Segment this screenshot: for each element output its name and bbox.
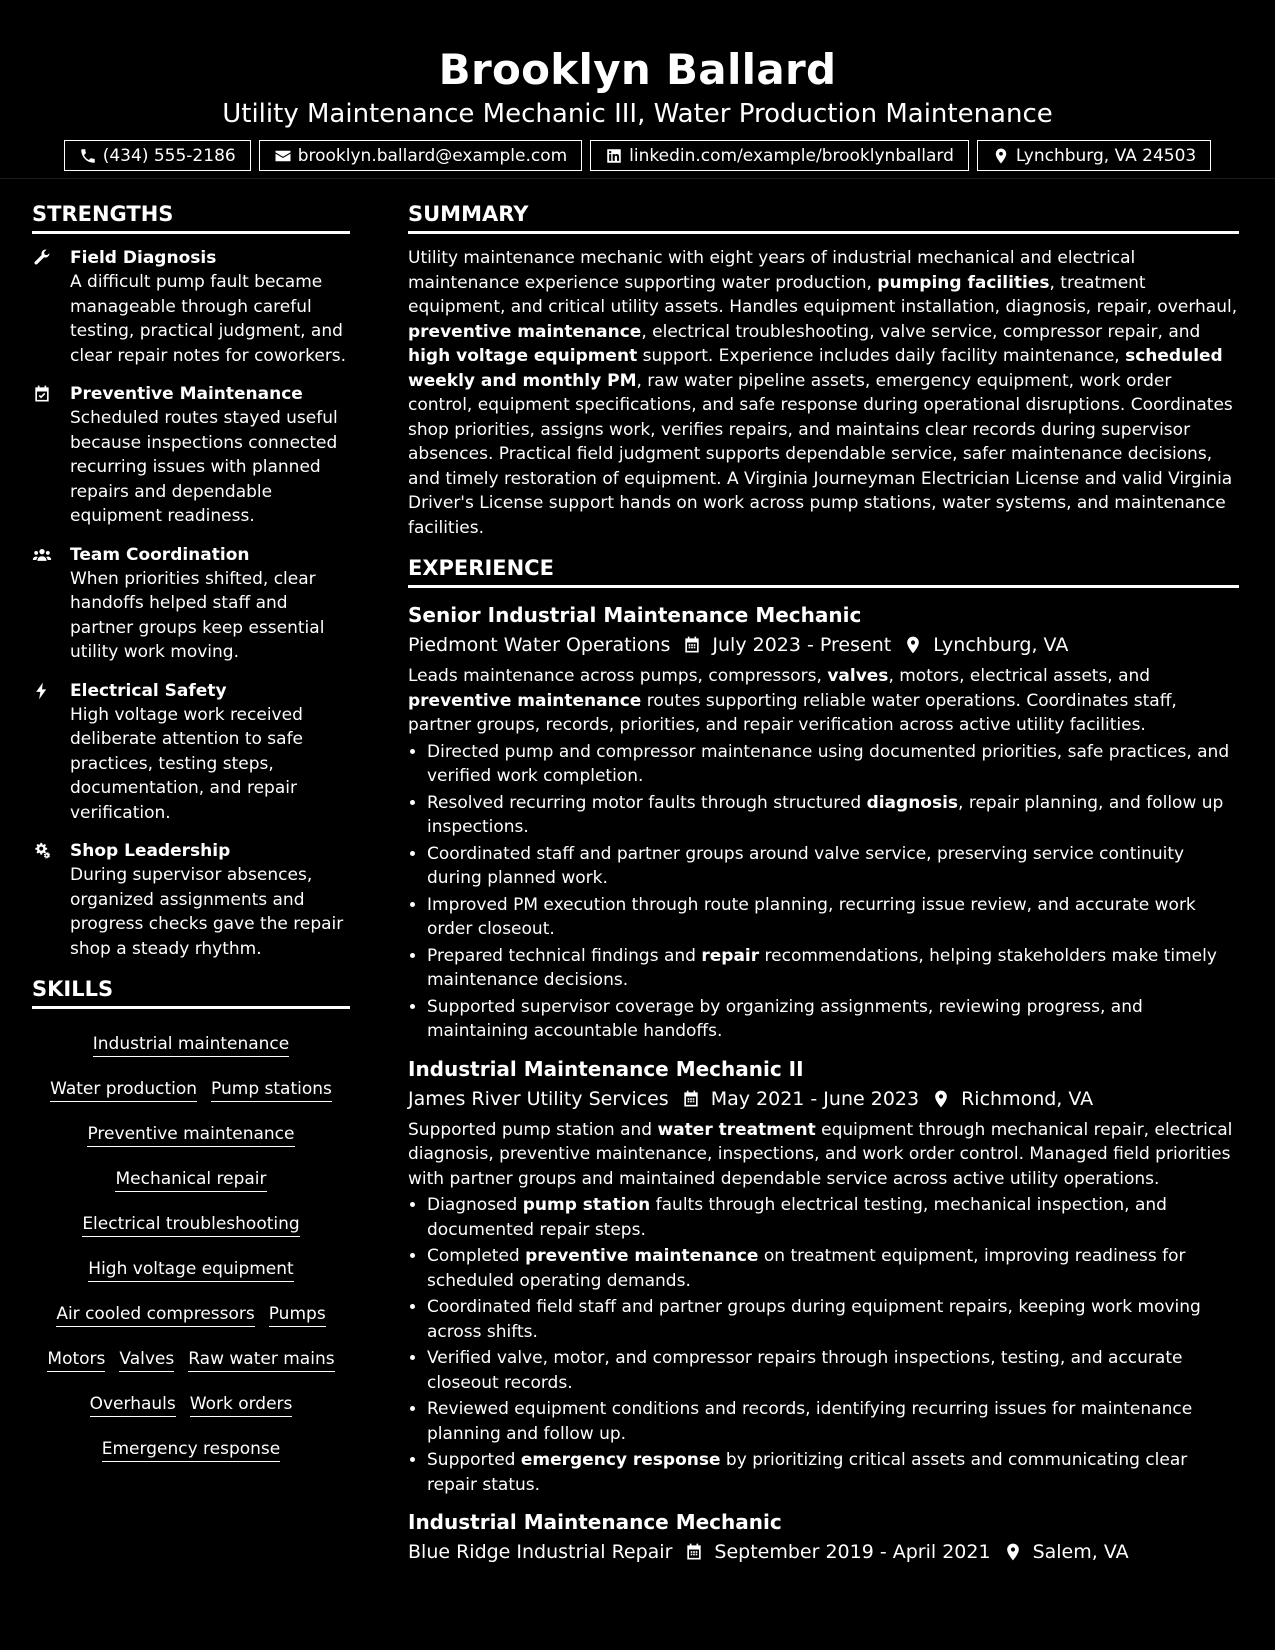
job-location: Lynchburg, VA xyxy=(933,634,1069,656)
strength-body xyxy=(70,543,350,665)
strength-body xyxy=(70,679,350,826)
skill-tag: Emergency response xyxy=(102,1437,281,1462)
skills-row xyxy=(32,1426,350,1471)
job-bullets xyxy=(408,1193,1239,1497)
strength-description: When priorities shifted, clear handoffs helped staff and partner groups keep essential utility work moving. xyxy=(70,568,325,662)
summary-segment: Utility maintenance mechanic with eight years of industrial mechanical and electrical maintenance experience supporting water production, xyxy=(408,248,1136,293)
users-icon xyxy=(32,543,70,665)
bullet-segment: Reviewed equipment conditions and records, identifying recurring issues for maintenance planning and follow up. xyxy=(427,1399,1193,1444)
skills-row xyxy=(32,1066,350,1111)
phone-chip[interactable] xyxy=(64,140,251,171)
summary-segment: preventive maintenance xyxy=(408,321,642,342)
job-dates: May 2021 - June 2023 xyxy=(710,1087,920,1110)
envelope-icon xyxy=(274,147,292,165)
right-column xyxy=(408,200,1239,1577)
skill-tag: Water production xyxy=(50,1077,197,1102)
summary-segment: support. Experience includes daily facility maintenance, xyxy=(637,346,1126,366)
bullet-segment: emergency response xyxy=(520,1450,721,1470)
wrench-icon xyxy=(32,246,70,368)
job-entry xyxy=(408,1054,1239,1498)
skills-row xyxy=(32,1201,350,1246)
strength-body xyxy=(70,246,350,368)
phone-text: (434) 555-2186 xyxy=(102,145,236,166)
summary-segment: high voltage equipment xyxy=(408,346,638,366)
strength-title: Electrical Safety xyxy=(70,680,227,701)
phone-icon xyxy=(79,147,97,165)
skills-row xyxy=(32,1291,350,1336)
skill-tag: Preventive maintenance xyxy=(87,1122,294,1147)
bullet-segment: by prioritizing critical assets and communicating clear repair status. xyxy=(427,1450,1188,1495)
bullet-segment: Improved PM execution through route planning, recurring issue review, and accurate work order closeout. xyxy=(427,894,1196,939)
strengths-heading: STRENGTHS xyxy=(32,200,350,234)
calendar-icon xyxy=(684,1542,704,1562)
strength-body xyxy=(70,382,350,529)
bullet-segment: Coordinated field staff and partner groups during equipment repairs, keeping work moving across shifts. xyxy=(427,1297,1201,1342)
job-description-segment: equipment through mechanical repair, electrical diagnosis, preventive maintenance, inspections, and work order control. Managed field priorities with partner groups and maintained dependable service across active utility operations. xyxy=(408,1119,1233,1189)
map-pin-icon xyxy=(903,635,923,655)
strength-item xyxy=(32,246,350,368)
job-dates: July 2023 - Present xyxy=(712,634,892,656)
skills-row xyxy=(32,1381,350,1426)
calendar-icon xyxy=(681,1089,701,1109)
linkedin-text: linkedin.com/example/brooklynballard xyxy=(629,145,954,166)
location-chip[interactable] xyxy=(977,140,1211,171)
skill-tag: Overhauls xyxy=(90,1392,176,1417)
skills-row xyxy=(32,1336,350,1381)
bullet-segment: repair xyxy=(701,945,760,966)
job-bullet xyxy=(427,791,1239,840)
bullet-segment: Directed pump and compressor maintenance using documented priorities, safe practices, and verified work completion. xyxy=(427,741,1230,786)
job-description-segment: Leads maintenance across pumps, compressors, xyxy=(408,666,828,686)
job-description-segment: preventive maintenance xyxy=(408,690,642,711)
job-location: Richmond, VA xyxy=(961,1087,1094,1110)
job-entry xyxy=(408,1507,1239,1567)
strength-description: During supervisor absences, organized assignments and progress checks gave the repair shop a steady rhythm. xyxy=(70,865,344,959)
job-bullet xyxy=(427,1448,1239,1497)
skill-tag: Industrial maintenance xyxy=(93,1032,290,1057)
bullet-segment: Supported supervisor coverage by organizing assignments, reviewing progress, and maintaining accountable handoffs. xyxy=(427,996,1143,1041)
bullet-segment: Verified valve, motor, and compressor repairs through inspections, testing, and accurate closeout records. xyxy=(427,1348,1183,1393)
skill-tag: Air cooled compressors xyxy=(56,1302,254,1327)
strength-item xyxy=(32,839,350,961)
job-title: Senior Industrial Maintenance Mechanic xyxy=(408,603,862,627)
gears-icon xyxy=(32,839,70,961)
bullet-segment: , repair planning, and follow up inspections. xyxy=(427,792,1224,837)
linkedin-icon xyxy=(605,147,623,165)
strength-item xyxy=(32,679,350,826)
skill-tag: High voltage equipment xyxy=(88,1257,293,1282)
job-company: James River Utility Services xyxy=(408,1087,669,1110)
job-dates: September 2019 - April 2021 xyxy=(714,1541,991,1563)
job-meta xyxy=(408,630,1239,660)
job-meta xyxy=(408,1537,1239,1567)
experience-heading: EXPERIENCE xyxy=(408,554,1239,588)
skills-row xyxy=(32,1246,350,1291)
job-bullets xyxy=(408,740,1239,1044)
job-title: Industrial Maintenance Mechanic xyxy=(408,1510,782,1534)
job-bullet xyxy=(427,1244,1239,1293)
strengths-list xyxy=(32,246,350,961)
job-location: Salem, VA xyxy=(1032,1541,1129,1563)
candidate-name: Brooklyn Ballard xyxy=(438,45,837,94)
strength-title: Team Coordination xyxy=(70,544,250,565)
job-company: Piedmont Water Operations xyxy=(408,634,671,656)
linkedin-chip[interactable] xyxy=(590,140,969,171)
skill-tag: Pump stations xyxy=(211,1077,332,1102)
job-bullet xyxy=(427,944,1239,993)
email-chip[interactable] xyxy=(259,140,582,171)
skills-heading: SKILLS xyxy=(32,975,350,1009)
summary-text xyxy=(408,246,1239,540)
job-bullet xyxy=(427,1397,1239,1446)
job-bullet xyxy=(427,842,1239,891)
email-text: brooklyn.ballard@example.com xyxy=(297,145,568,166)
skill-tag: Work orders xyxy=(190,1392,293,1417)
candidate-title: Utility Maintenance Mechanic III, Water Production Maintenance xyxy=(222,99,1053,129)
job-company: Blue Ridge Industrial Repair xyxy=(408,1541,673,1563)
calendar-icon xyxy=(682,635,702,655)
strength-description: High voltage work received deliberate attention to safe practices, testing steps, documentation, and repair verification. xyxy=(70,704,304,823)
summary-segment: scheduled weekly and monthly PM xyxy=(408,346,1223,391)
bullet-segment: Diagnosed xyxy=(427,1195,523,1215)
summary-segment: pumping facilities xyxy=(877,272,1050,293)
bullet-segment: Prepared technical findings and xyxy=(427,945,702,966)
job-entry xyxy=(408,600,1239,1044)
bullet-segment: Resolved recurring motor faults through structured xyxy=(427,792,867,813)
location-text: Lynchburg, VA 24503 xyxy=(1015,145,1197,166)
job-description-segment: , motors, electrical assets, and xyxy=(888,666,1151,686)
skills-row xyxy=(32,1156,350,1201)
job-description-segment: routes supporting reliable water operations. Coordinates staff, partner groups, records, priorities, and repair verification across active utility facilities. xyxy=(408,690,1177,735)
strength-description: A difficult pump fault became manageable through careful testing, practical judgment, and clear repair notes for coworkers. xyxy=(70,272,347,366)
skills-row xyxy=(32,1021,350,1066)
job-meta xyxy=(408,1084,1239,1114)
skills-list xyxy=(32,1021,350,1471)
bullet-segment: pump station xyxy=(522,1195,651,1215)
skill-tag: Raw water mains xyxy=(188,1347,334,1372)
skill-tag: Pumps xyxy=(269,1302,326,1327)
summary-segment: , raw water pipeline assets, emergency equipment, work order control, equipment specifications, and safe response during operational disruptions. Coordinates shop priorities, assigns work, verifies repairs, and maintains clear records during supervisor absences. Practical field judgment supports dependable service, safer maintenance decisions, and timely restoration of equipment. A Virginia Journeyman Electrician License and valid Virginia Driver's License support hands on work across pump stations, water systems, and maintenance facilities. xyxy=(408,370,1233,538)
summary-segment: , treatment equipment, and critical utility assets. Handles equipment installation, diagnosis, repair, overhaul, xyxy=(408,272,1238,317)
calendar-check-icon xyxy=(32,382,70,529)
job-title: Industrial Maintenance Mechanic II xyxy=(408,1056,804,1081)
job-bullet xyxy=(427,995,1239,1044)
bullet-segment: preventive maintenance xyxy=(525,1246,759,1266)
bullet-segment: recommendations, helping stakeholders make timely maintenance decisions. xyxy=(427,945,1217,990)
strength-item xyxy=(32,543,350,665)
job-bullet xyxy=(427,1193,1239,1242)
bullet-segment: diagnosis xyxy=(866,792,959,813)
summary-heading: SUMMARY xyxy=(408,200,1239,234)
job-description xyxy=(408,664,1239,738)
job-bullet xyxy=(427,893,1239,942)
experience-list xyxy=(408,600,1239,1567)
bullet-segment: on treatment equipment, improving readiness for scheduled operating demands. xyxy=(427,1246,1186,1291)
job-description-segment: valves xyxy=(827,666,889,686)
summary-segment: , electrical troubleshooting, valve service, compressor repair, and xyxy=(641,321,1201,342)
map-pin-icon xyxy=(931,1089,951,1109)
strength-body xyxy=(70,839,350,961)
strength-title: Shop Leadership xyxy=(70,841,231,861)
skill-tag: Valves xyxy=(119,1347,174,1372)
bullet-segment: Supported xyxy=(427,1450,521,1470)
resume-header xyxy=(0,0,1275,171)
map-pin-icon xyxy=(992,147,1010,165)
bullet-segment: Completed xyxy=(427,1246,526,1266)
job-bullet xyxy=(427,740,1239,789)
strength-title: Field Diagnosis xyxy=(70,248,217,268)
left-column xyxy=(32,200,350,1471)
map-pin-icon xyxy=(1003,1542,1023,1562)
bolt-icon xyxy=(32,679,70,826)
strength-title: Preventive Maintenance xyxy=(70,384,303,404)
job-description-segment: water treatment xyxy=(657,1119,816,1140)
strength-description: Scheduled routes stayed useful because inspections connected recurring issues with planned repairs and dependable equipment readiness. xyxy=(70,408,338,526)
strength-item xyxy=(32,382,350,529)
bullet-segment: Coordinated staff and partner groups around valve service, preserving service continuity during planned work. xyxy=(427,843,1185,888)
skill-tag: Mechanical repair xyxy=(115,1167,266,1192)
skill-tag: Electrical troubleshooting xyxy=(82,1212,299,1237)
skills-row xyxy=(32,1111,350,1156)
bullet-segment: faults through electrical testing, mechanical inspection, and documented repair steps. xyxy=(427,1195,1167,1240)
contact-bar xyxy=(0,140,1275,171)
job-description xyxy=(408,1118,1239,1192)
header-divider xyxy=(0,178,1275,179)
job-bullet xyxy=(427,1295,1239,1344)
job-bullet xyxy=(427,1346,1239,1395)
job-description-segment: Supported pump station and xyxy=(408,1119,658,1140)
skill-tag: Motors xyxy=(47,1347,105,1372)
